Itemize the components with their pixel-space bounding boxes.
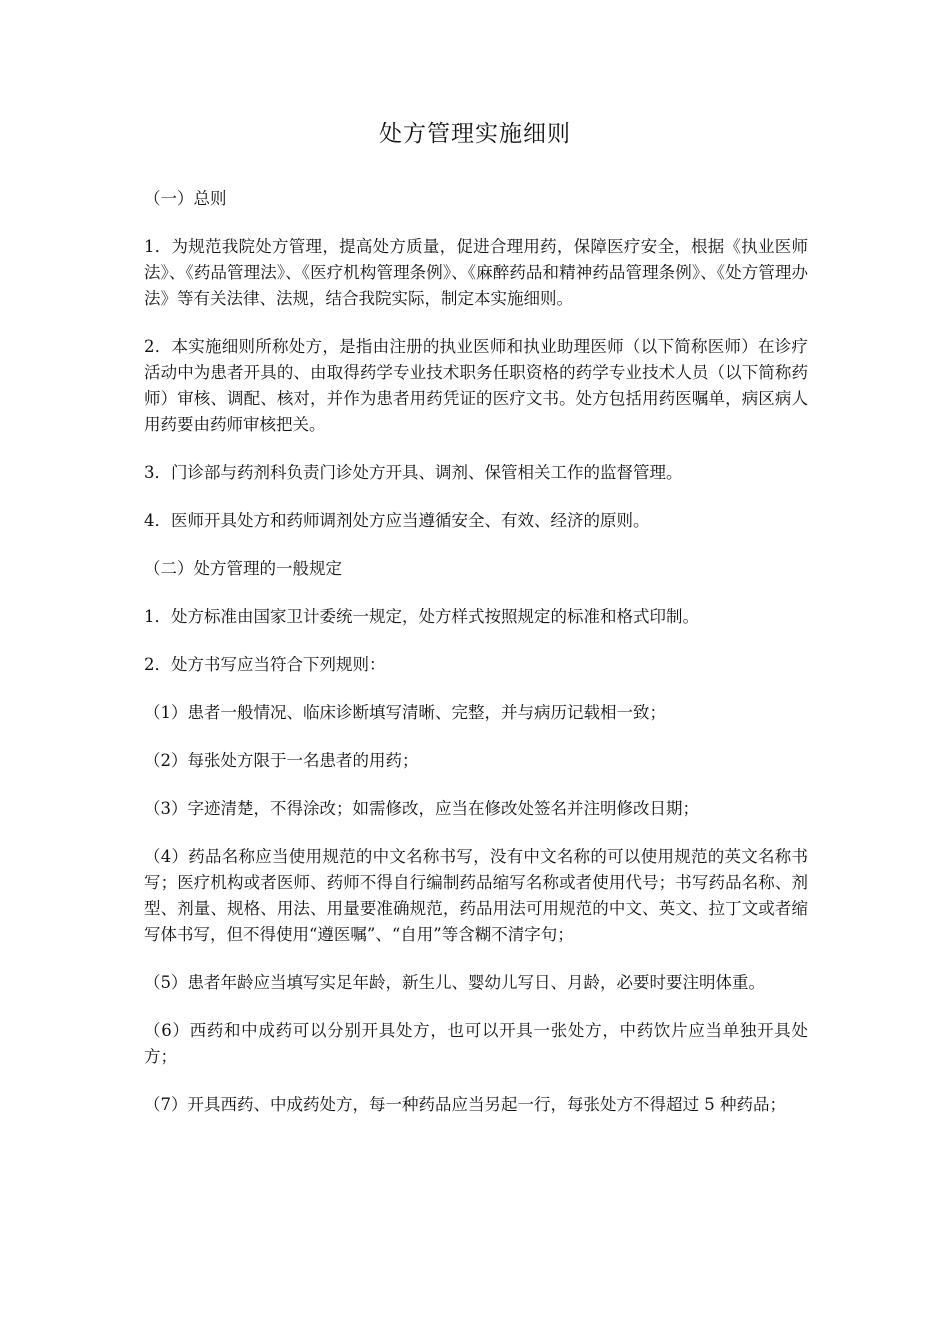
paragraph-rule-item-1: （1）患者一般情况、临床诊断填写清晰、完整，并与病历记载相一致； bbox=[144, 703, 666, 722]
paragraph-general-4: 4．医师开具处方和药师调剂处方应当遵循安全、有效、经济的原则。 bbox=[144, 511, 650, 530]
document-body bbox=[144, 186, 808, 1140]
section-heading-general: （一）总则 bbox=[144, 189, 227, 208]
paragraph-rule-item-6: （6）西药和中成药可以分别开具处方，也可以开具一张处方，中药饮片应当单独开具处方； bbox=[144, 1021, 808, 1066]
paragraph-rule-item-7: （7）开具西药、中成药处方，每一种药品应当另起一行，每张处方不得超过 5 种药品； bbox=[144, 1095, 786, 1114]
paragraph-general-3: 3．门诊部与药剂科负责门诊处方开具、调剂、保管相关工作的监督管理。 bbox=[144, 463, 683, 482]
paragraph-rule-item-2: （2）每张处方限于一名患者的用药； bbox=[144, 751, 419, 770]
paragraph-rules-1: 1．处方标准由国家卫计委统一规定，处方样式按照规定的标准和格式印制。 bbox=[144, 607, 699, 626]
paragraph-rule-item-5: （5）患者年龄应当填写实足年龄，新生儿、婴幼儿写日、月龄，必要时要注明体重。 bbox=[144, 973, 765, 992]
paragraph-general-1: 1．为规范我院处方管理，提高处方质量，促进合理用药，保障医疗安全，根据《执业医师法》、《药品管理法》、《医疗机构管理条例》、《麻醉药品和精神药品管理条例》、《处方管理办法》等有关法律、法规，结合我院实际，制定本实施细则。 bbox=[144, 237, 808, 308]
paragraph-general-2: 2．本实施细则所称处方，是指由注册的执业医师和执业助理医师（以下简称医师）在诊疗活动中为患者开具的、由取得药学专业技术职务任职资格的药学专业技术人员（以下简称药师）审核、调配、核对，并作为患者用药凭证的医疗文书。处方包括用药医嘱单，病区病人用药要由药师审核把关。 bbox=[144, 337, 808, 434]
section-heading-rules: （二）处方管理的一般规定 bbox=[144, 559, 342, 578]
paragraph-rule-item-4: （4）药品名称应当使用规范的中文名称书写，没有中文名称的可以使用规范的英文名称书写；医疗机构或者医师、药师不得自行编制药品缩写名称或者使用代号；书写药品名称、剂型、剂量、规格、用法、用量要准确规范，药品用法可用规范的中文、英文、拉丁文或者缩写体书写，但不得使用“遵医嘱”、“自用”等含糊不清字句； bbox=[144, 847, 808, 944]
paragraph-rule-item-3: （3）字迹清楚，不得涂改；如需修改，应当在修改处签名并注明修改日期； bbox=[144, 799, 699, 818]
paragraph-rules-2: 2．处方书写应当符合下列规则： bbox=[144, 655, 386, 674]
document-title: 处方管理实施细则 bbox=[379, 121, 571, 147]
